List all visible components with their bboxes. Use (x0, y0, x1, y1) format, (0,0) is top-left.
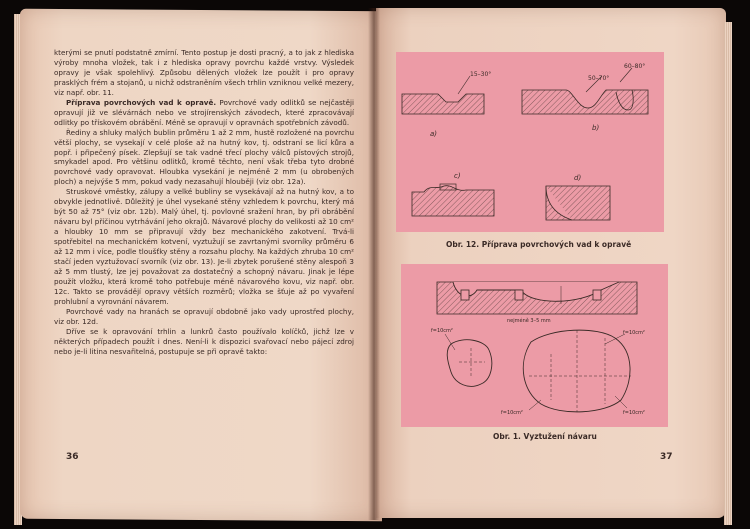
angle-label-b1: 60–80° (624, 63, 646, 70)
area-label-2: f=10cm² (623, 330, 645, 336)
figure-12 (396, 52, 664, 232)
paragraph (54, 307, 354, 327)
figure-1-drawing (401, 264, 668, 427)
book-gutter (368, 8, 380, 520)
label-b: b) (592, 124, 600, 132)
paragraph-text: Povrchové vady odlitků se nejčastěji opravují již ve slévárnách nebo ve strojírenských závodech, které zpracovávají odlitky po třískovém obrábění. Méně se opravují v opravnách spotřebních závodů. (54, 97, 354, 127)
paragraph-text: kterými se pnutí podstatně zmírní. Tento postup je dosti pracný, a to jak z hlediska výroby mnoha vložek, tak i z hlediska opravy povrchu každé vrstvy. Výsledek opravy je však spolehlivý. Způsobu dělených vložek lze použít i pro opravy prasklých frém a stojanů, u nichž odstraněním všech trhlin vzniknou velké mezery, viz např. obr. 11. (54, 48, 354, 97)
detail-a (402, 71, 491, 138)
area-label-3: f=10cm² (501, 410, 523, 416)
figure-1-caption: Obr. 1. Vyztužení návaru (493, 432, 597, 441)
section-heading: Příprava povrchových vad k opravě. (66, 97, 217, 107)
figure-12-drawing (396, 52, 664, 232)
paragraph (54, 128, 354, 188)
dimension-label: nejméně 3–5 mm (507, 318, 551, 324)
paragraph (54, 98, 354, 128)
figure-12-caption: Obr. 12. Příprava povrchových vad k opravě (446, 240, 632, 249)
paragraph-text: Řediny a shluky malých bublin průměru 1 až 2 mm, hustě rozložené na povrchu větší plochy, se vysekají v celé ploše až na hutný kov, tj. odstraní se licí kůra a popř. i připečený písek. Zlepšují se tak vadné třecí plochy válců pístových strojů, smykadel apod. Pro většinu odlitků, kromě těchto, není však třeba tyto drobné povrchové vady opravovat. Hloubka vysekání je nejméně 2 mm (u obrobených ploch) a nejvýše 5 mm, pokud vady nezasahují hlouběji (viz obr. 12a). (54, 127, 354, 187)
figure-1 (401, 264, 668, 427)
label-a: a) (430, 130, 438, 138)
detail-d (546, 174, 610, 220)
paragraph-text: Dříve se k opravování trhlin a lunkrů často používalo kolíčků, jichž lze v některých případech použít i dnes. Není-li k dispozici svařovací nebo pájecí zdroj nebo je-li litina nesvařitelná, postupuje se při opravě takto: (54, 326, 354, 356)
paragraph (54, 48, 354, 98)
page-number-left: 36 (66, 452, 79, 462)
area-label-1: f=10cm² (431, 328, 453, 334)
detail-c (412, 172, 494, 216)
area-label-4: f=10cm² (623, 410, 645, 416)
label-c: c) (454, 172, 461, 180)
paragraph-text: Struskové vměstky, zálupy a velké bubliny se vysekávají až na hutný kov, a to obvykle jednotlivě. Důležitý je úhel vysekané stěny vzhledem k povrchu, který má být 50 až 75° (viz obr. 12b). Malý úhel, tj. povlovné sražení hran, by při obrábění návaru byl příčinou vytrhávání jeho okrajů. Návarové plochy do velikosti až 10 cm² a hloubky 10 mm se připravují vždy bez mechanického zakotvení. Trvá-li spotřebitel na mechanickém kotvení, vyztužují se zavrtanými svorníky průměru 6 až 12 mm i více, podle tloušťky stěny a rozsahu plochy. Na každých zhruba 10 cm² stačí jeden vyztužovací svorník (viz obr. 13). Je-li zbytek porušené stěny alespoň 3 až 5 mm tlustý, lze jej považovat za dostatečný a schopný návaru. Jinak je lépe použít vložku, která kromě toho potřebuje méně návarového kovu, viz např. obr. 12c. Takto se provádějí opravy větších rozměrů; vložka se šťuje až po vyvaření prohlubní a vyrovnání návarem. (54, 187, 354, 306)
detail-b (522, 63, 648, 132)
angle-label-b2: 50–70° (588, 75, 610, 82)
paragraph (54, 327, 354, 357)
left-text-column (54, 48, 354, 357)
page-number-right: 37 (660, 452, 673, 462)
angle-label-a: 15–30° (470, 71, 492, 78)
label-d: d) (574, 174, 582, 182)
page-edges-right (724, 22, 732, 525)
paragraph-text: Povrchové vady na hranách se opravují obdobně jako vady uprostřed plochy, viz obr. 12d. (54, 306, 354, 326)
paragraph (54, 187, 354, 306)
